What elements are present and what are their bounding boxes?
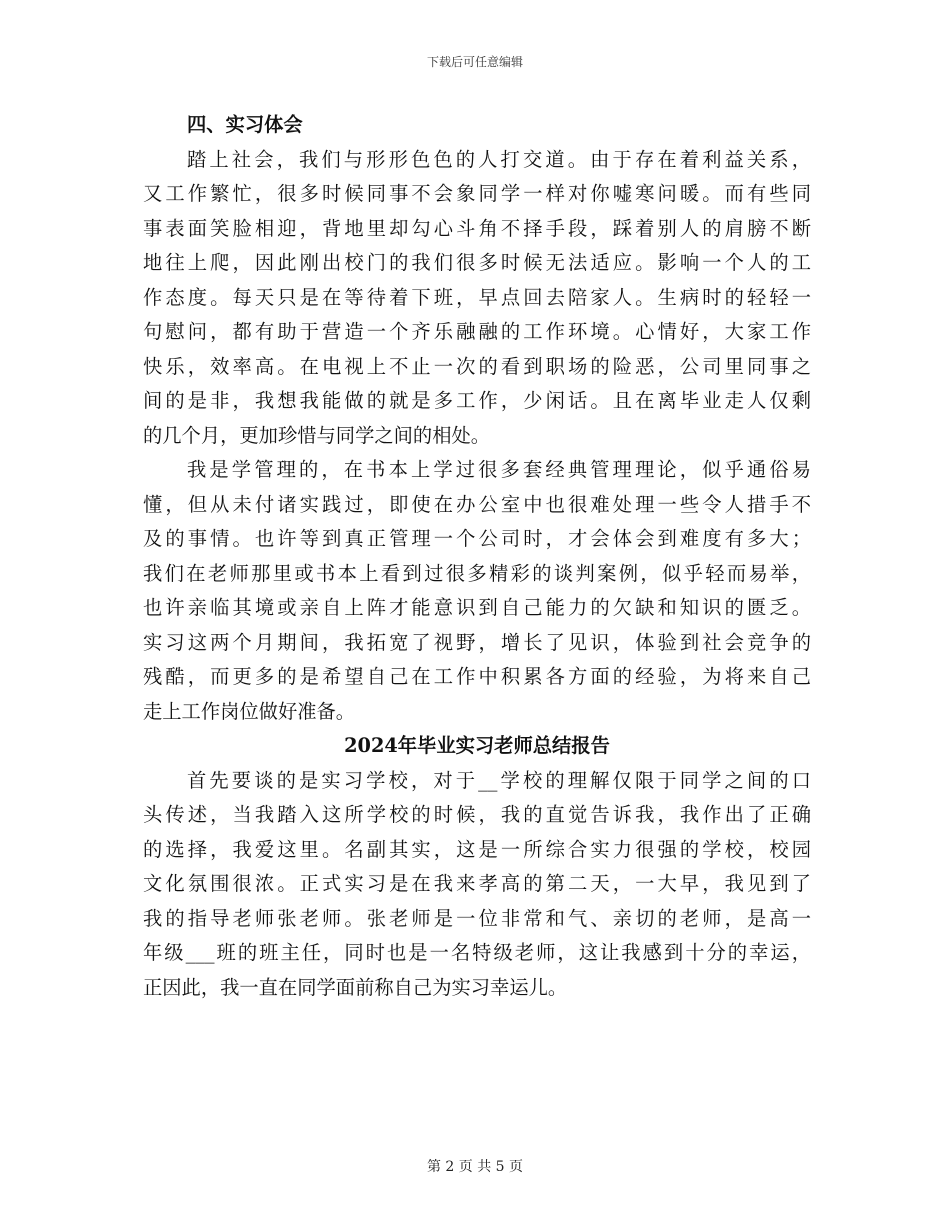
paragraph-line: 正因此，我一直在同学面前称自己为实习幸运儿。 — [143, 975, 568, 999]
paragraph-line: 事表面笑脸相迎，背地里却勾心斗角不择手段，踩着别人的肩膀不断 — [143, 216, 811, 240]
paragraph-line: 地往上爬，因此刚出校门的我们很多时候无法适应。影响一个人的工 — [143, 251, 811, 274]
paragraph-line: 走上工作岗位做好准备。 — [143, 699, 356, 723]
paragraph-line: 及的事情。也许等到真正管理一个公司时，才会体会到难度有多大； — [143, 527, 811, 550]
paragraph-line: 的选择，我爱这里。名副其实，这是一所综合实力很强的学校，校园 — [143, 837, 811, 861]
paragraph-line: 我们在老师那里或书本上看到过很多精彩的谈判案例，似乎轻而易举， — [143, 561, 811, 585]
paragraph-line: 我的指导老师张老师。张老师是一位非常和气、亲切的老师，是高一 — [143, 906, 811, 930]
document-body — [143, 108, 811, 1005]
section-heading: 四、实习体会 — [187, 113, 303, 136]
paragraph-line: 句慰问，都有助于营造一个齐乐融融的工作环境。心情好，大家工作 — [143, 320, 811, 343]
paragraph-3 — [143, 764, 811, 1006]
page-number: 第 2 页 共 5 页 — [426, 1159, 524, 1175]
paragraph-line: 快乐，效率高。在电视上不止一次的看到职场的险恶，公司里同事之 — [143, 354, 811, 378]
paragraph-line: 实习这两个月期间，我拓宽了视野，增长了见识，体验到社会竞争的 — [143, 630, 811, 654]
paragraph-line: 懂，但从未付诸实践过，即使在办公室中也很难处理一些令人措手不 — [143, 492, 811, 516]
paragraph-line: 年级___班的班主任，同时也是一名特级老师，这让我感到十分的幸运， — [143, 941, 811, 964]
paragraph-1 — [143, 143, 811, 454]
paragraph-line: 踏上社会，我们与形形色色的人打交道。由于存在着利益关系， — [187, 147, 811, 171]
paragraph-line: 的几个月，更加珍惜与同学之间的相处。 — [143, 423, 491, 447]
report-title: 2024年毕业实习老师总结报告 — [344, 734, 610, 757]
paragraph-line: 也许亲临其境或亲自上阵才能意识到自己能力的欠缺和知识的匮乏。 — [143, 596, 811, 619]
paragraph-line: 文化氛围很浓。正式实习是在我来孝高的第二天，一大早，我见到了 — [143, 872, 811, 895]
header-note: 下载后可任意编辑 — [426, 55, 523, 69]
paragraph-line: 头传述，当我踏入这所学校的时候，我的直觉告诉我，我作出了正确 — [143, 803, 811, 826]
paragraph-line: 又工作繁忙，很多时候同事不会象同学一样对你嘘寒问暖。而有些同 — [143, 182, 811, 205]
paragraph-line: 间的是非，我想我能做的就是多工作，少闲话。且在离毕业走人仅剩 — [143, 389, 811, 412]
paragraph-2 — [143, 453, 811, 729]
paragraph-line: 作态度。每天只是在等待着下班，早点回去陪家人。生病时的轻轻一 — [143, 285, 811, 309]
paragraph-line: 首先要谈的是实习学校，对于__学校的理解仅限于同学之间的口 — [187, 768, 811, 792]
paragraph-line: 我是学管理的，在书本上学过很多套经典管理理论，似乎通俗易 — [187, 458, 811, 481]
paragraph-line: 残酷，而更多的是希望自己在工作中积累各方面的经验，为将来自己 — [143, 665, 811, 688]
